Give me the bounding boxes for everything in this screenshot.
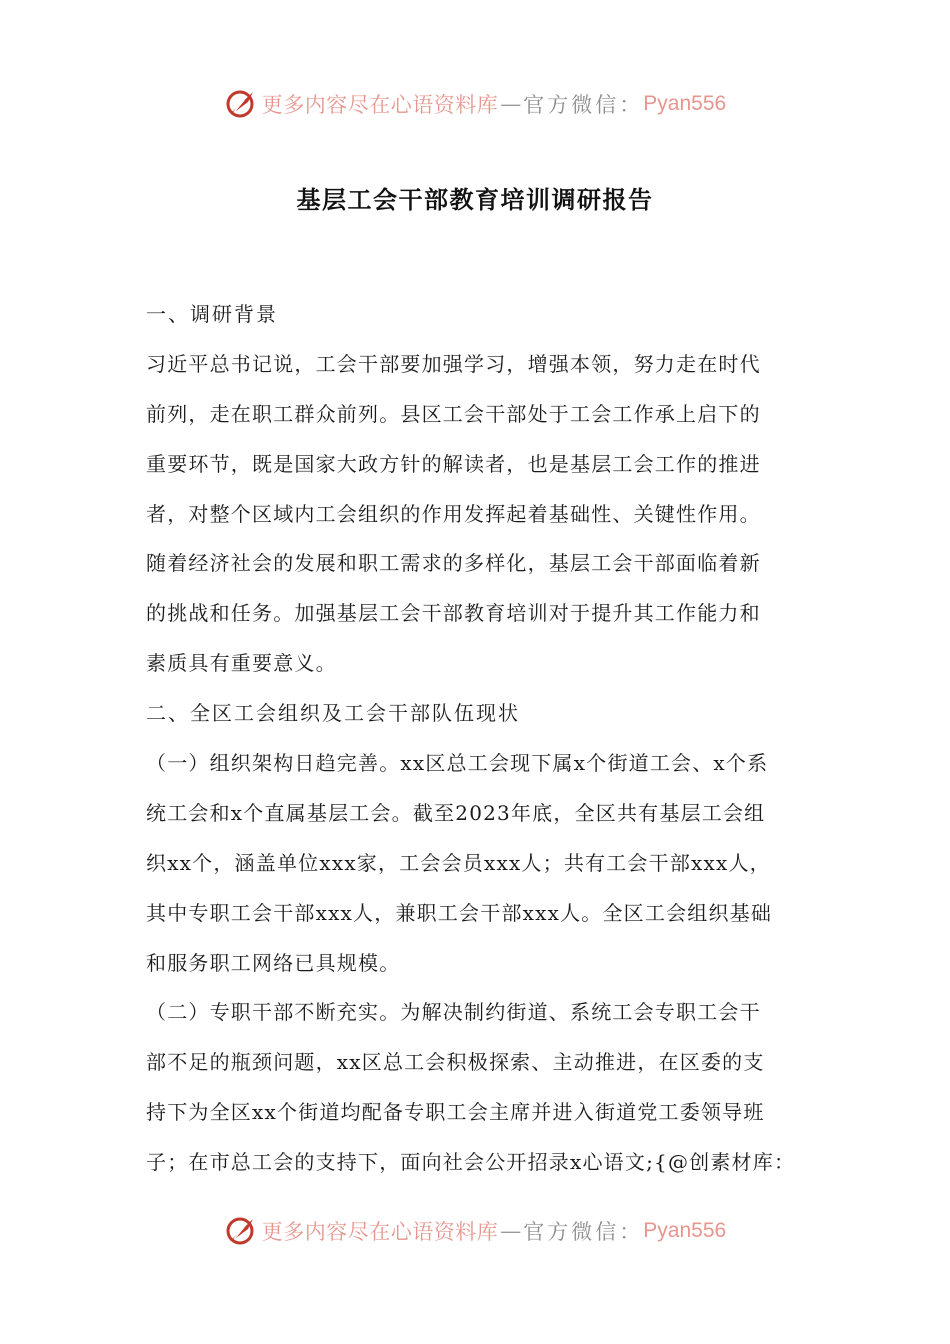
- watermark-wechat-label: 官方微信：: [523, 93, 644, 117]
- watermark-wechat-id: Pyan556: [643, 1219, 727, 1242]
- watermark-dash: —: [500, 1219, 522, 1243]
- body-line: 统工会和x个直属基层工会。截至2023年底，全区共有基层工会组: [146, 800, 766, 825]
- body-line: 子；在市总工会的支持下，面向社会公开招录x心语文;{@创素材库：: [146, 1150, 796, 1175]
- body-line: 习近平总书记说，工会干部要加强学习，增强本领，努力走在时代: [146, 351, 761, 376]
- document-title: 基层工会干部教育培训调研报告: [296, 186, 654, 214]
- body-line: 随着经济社会的发展和职工需求的多样化，基层工会干部面临着新: [146, 551, 761, 576]
- section-heading-status: 二、全区工会组织及工会干部队伍现状: [146, 701, 520, 726]
- section-heading-background: 一、调研背景: [146, 302, 278, 326]
- watermark-dash: —: [500, 92, 522, 116]
- watermark-banner-top: [0, 84, 950, 124]
- quill-logo-icon: [224, 87, 258, 121]
- body-line: 织xx个，涵盖单位xxx家，工会会员xxx人；共有工会干部xxx人，: [146, 850, 771, 875]
- body-line: 者，对整个区域内工会组织的作用发挥起着基础性、关键性作用。: [146, 501, 761, 526]
- body-line: 素质具有重要意义。: [146, 651, 337, 676]
- body-line: 部不足的瓶颈问题，xx区总工会积极探索、主动推进，在区委的支: [146, 1050, 765, 1075]
- quill-logo-icon: [224, 1214, 258, 1248]
- body-line: （一）组织架构日趋完善。xx区总工会现下属x个街道工会、x个系: [146, 751, 769, 776]
- document-body: [146, 290, 810, 1188]
- watermark-banner-bottom: [0, 1211, 950, 1251]
- watermark-wechat-label: 官方微信：: [523, 1220, 644, 1244]
- watermark-site-text: 更多内容尽在心语资料库: [261, 1220, 499, 1244]
- watermark-wechat-id: Pyan556: [643, 92, 727, 115]
- body-line: 持下为全区xx个街道均配备专职工会主席并进入街道党工委领导班: [146, 1100, 765, 1125]
- body-line: 重要环节，既是国家大政方针的解读者，也是基层工会工作的推进: [146, 451, 761, 476]
- body-line: 的挑战和任务。加强基层工会干部教育培训对于提升其工作能力和: [146, 601, 761, 626]
- body-line: 其中专职工会干部xxx人，兼职工会干部xxx人。全区工会组织基础: [146, 900, 773, 925]
- body-line: 前列，走在职工群众前列。县区工会干部处于工会工作承上启下的: [146, 401, 761, 426]
- body-line: （二）专职干部不断充实。为解决制约街道、系统工会专职工会干: [146, 1000, 761, 1025]
- watermark-site-text: 更多内容尽在心语资料库: [261, 93, 499, 117]
- body-line: 和服务职工网络已具规模。: [146, 950, 401, 975]
